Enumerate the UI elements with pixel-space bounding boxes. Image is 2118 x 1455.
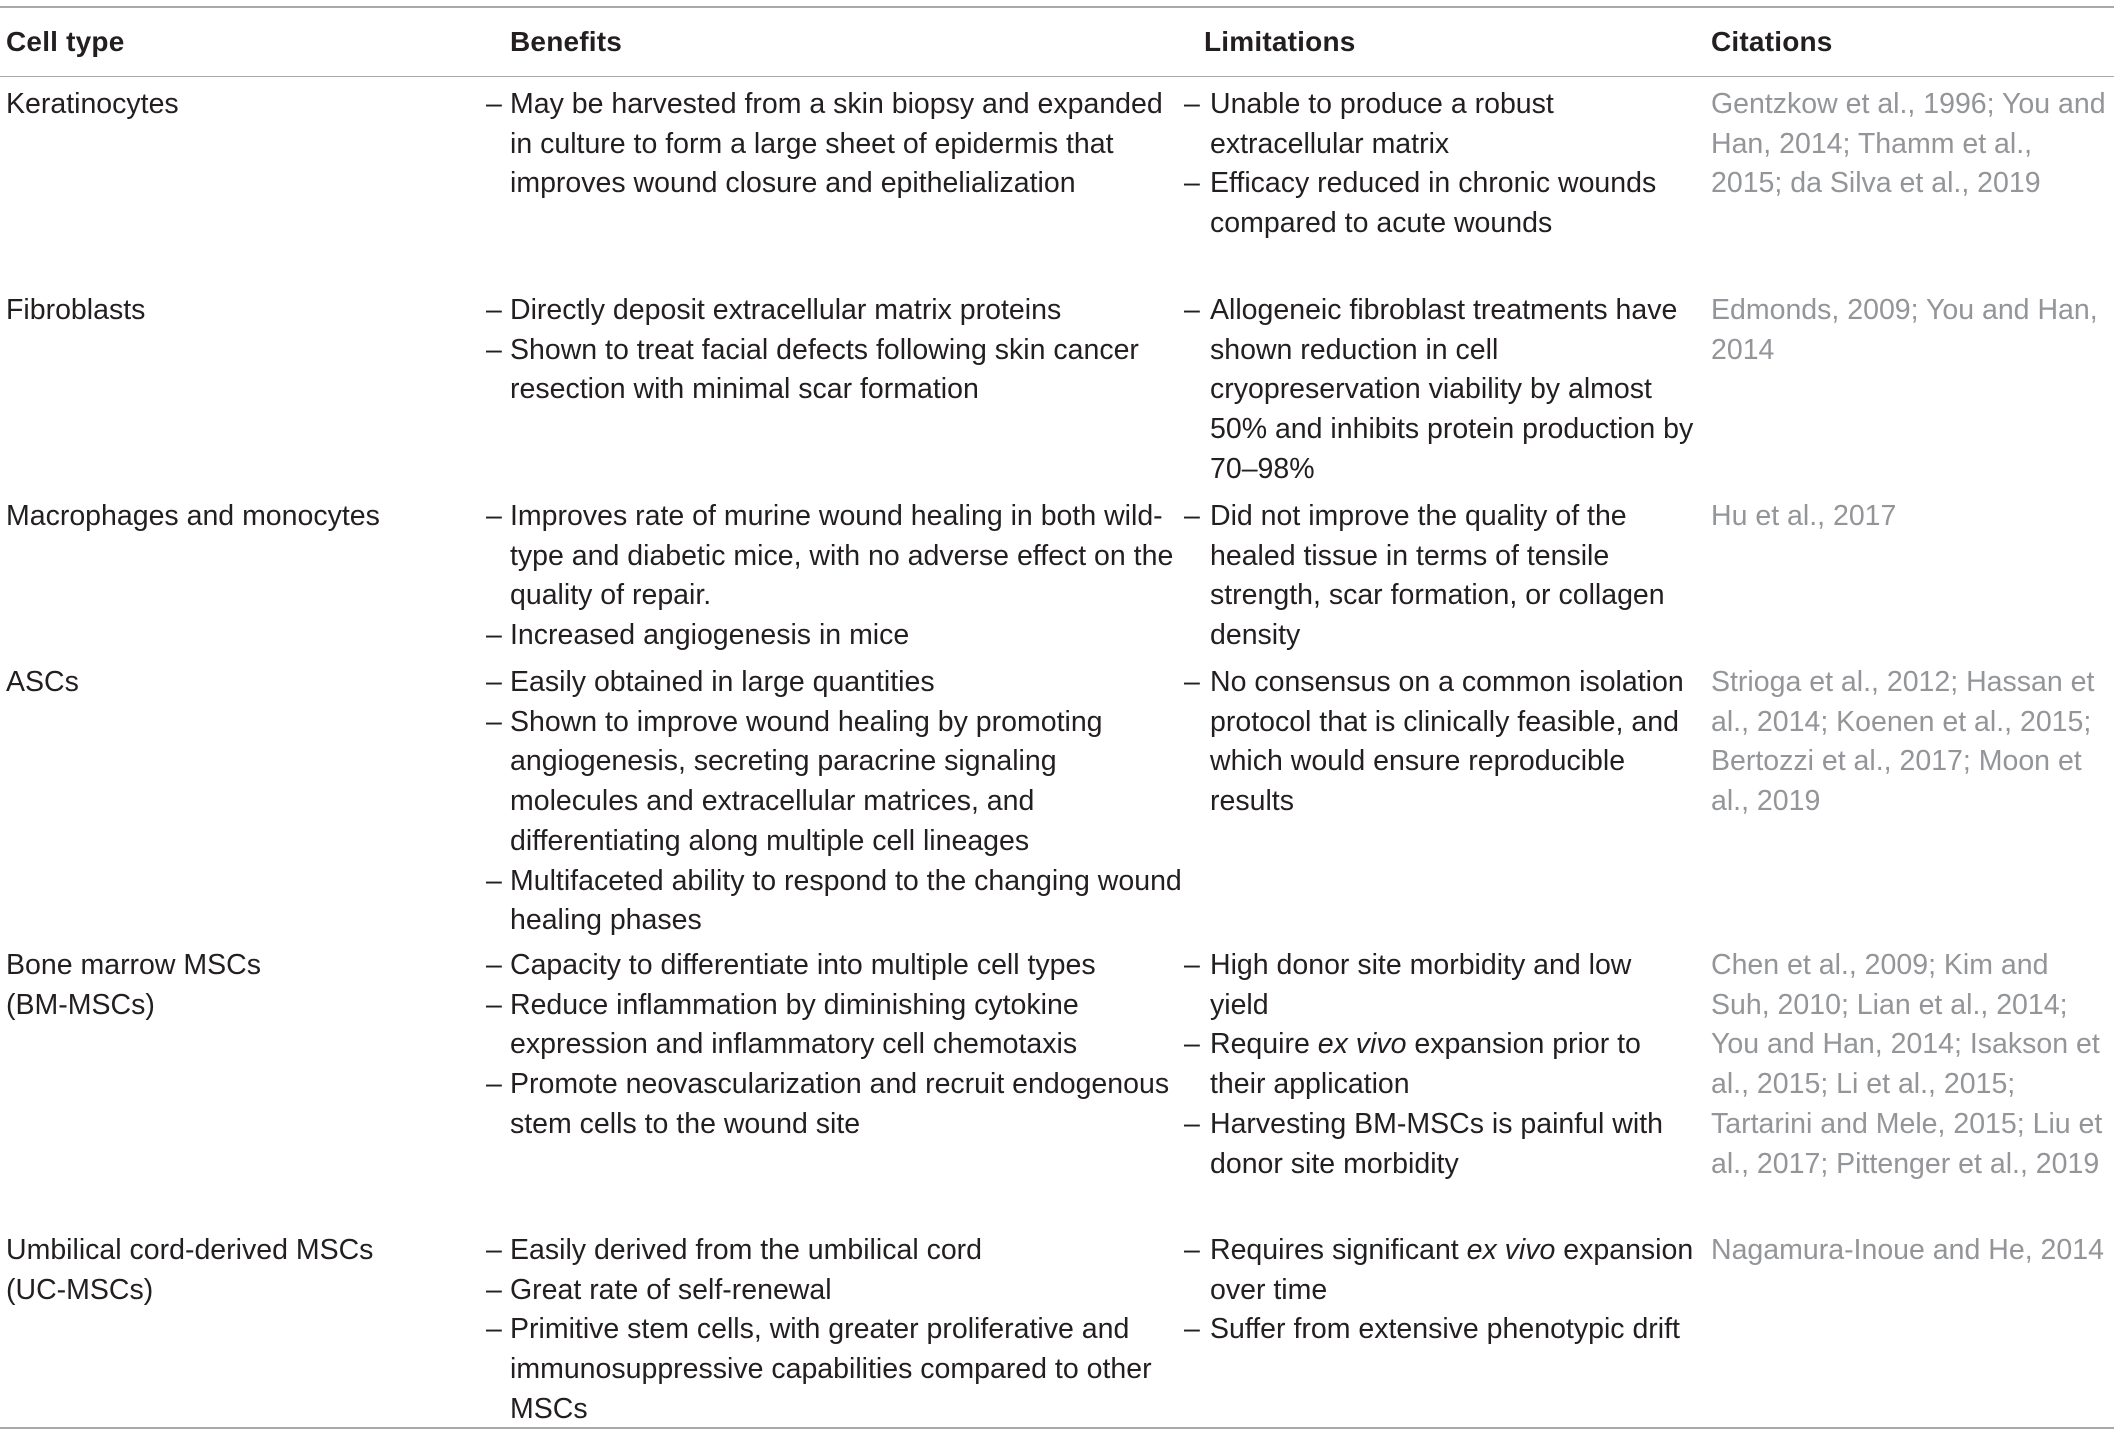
cell-type: Fibroblasts: [6, 294, 146, 326]
limitation-item: – Allogeneic fibroblast treatments have shown reduction in cell cryopreservation viability by almost 50% and inhibits protein production by 70–98%: [1184, 291, 1697, 490]
benefit-item: – Shown to improve wound healing by promoting angiogenesis, secreting paracrine signaling molecules and extracellular matrices, and differentiating along multiple cell lineages: [486, 703, 1190, 862]
cell-type: ASCs: [6, 666, 79, 698]
benefit-item: – Improves rate of murine wound healing in both wild-type and diabetic mice, with no adverse effect on the quality of repair.: [486, 497, 1190, 616]
benefit-item: – Capacity to differentiate into multiple cell types: [486, 946, 1190, 986]
limitations-cell: [1190, 283, 1697, 490]
benefit-item: – Easily obtained in large quantities: [486, 663, 1190, 703]
limitation-item: – Harvesting BM-MSCs is painful with donor site morbidity: [1184, 1105, 1697, 1184]
cell-type: Macrophages and monocytes: [6, 500, 380, 532]
benefit-item: – Easily derived from the umbilical cord: [486, 1231, 1190, 1271]
limitation-text: expansion over time: [1210, 1234, 1694, 1306]
citations-cell: Hu et al., 2017: [1711, 500, 1897, 532]
table-row: [0, 1223, 2114, 1427]
column-header-benefits: Benefits: [510, 26, 623, 57]
limitation-item: – High donor site morbidity and low yield: [1184, 946, 1697, 1025]
benefits-cell: [490, 1223, 1190, 1430]
cell-type: Keratinocytes: [6, 88, 179, 120]
benefit-item: – May be harvested from a skin biopsy and expanded in culture to form a large sheet of epidermis that improves wound closure and epithelialization: [486, 85, 1190, 204]
limitation-text: Requires significant: [1210, 1234, 1467, 1266]
citations-cell: Chen et al., 2009; Kim and Suh, 2010; Lian et al., 2014; You and Han, 2014; Isakson et al., 2015; Li et al., 2015; Tartarini and Mele, 2015; Liu et al., 2017; Pittenger et al., 2019: [1711, 949, 2103, 1180]
column-header-cell-type: Cell type: [6, 26, 125, 57]
cell-type: [0, 1223, 490, 1430]
table-row: [0, 655, 2114, 938]
benefits-cell: [490, 655, 1190, 941]
citations-cell: Strioga et al., 2012; Hassan et al., 2014; Koenen et al., 2015; Bertozzi et al., 2017; Moon et al., 2019: [1711, 666, 2095, 818]
limitation-item: – Did not improve the quality of the healed tissue in terms of tensile strength, scar formation, or collagen density: [1184, 497, 1697, 656]
cell-type-line: Umbilical cord-derived MSCs: [6, 1234, 374, 1266]
limitations-cell: [1190, 489, 1697, 656]
column-header-citations: Citations: [1711, 26, 1833, 57]
benefit-item: – Great rate of self-renewal: [486, 1271, 1190, 1311]
benefit-item: – Shown to treat facial defects following skin cancer resection with minimal scar formation: [486, 331, 1190, 410]
benefit-item: – Reduce inflammation by diminishing cytokine expression and inflammatory cell chemotaxis: [486, 986, 1190, 1065]
table-row: [0, 77, 2114, 283]
limitation-item: – No consensus on a common isolation protocol that is clinically feasible, and which would ensure reproducible results: [1184, 663, 1697, 822]
benefit-item: – Directly deposit extracellular matrix proteins: [486, 291, 1190, 331]
benefits-cell: [490, 77, 1190, 283]
limitations-cell: [1190, 77, 1697, 283]
table-header-row: [0, 8, 2114, 76]
benefit-item: – Promote neovascularization and recruit endogenous stem cells to the wound site: [486, 1065, 1190, 1144]
limitation-item: – Suffer from extensive phenotypic drift: [1184, 1310, 1697, 1350]
data-table: [0, 6, 2114, 1429]
citations-cell: Gentzkow et al., 1996; You and Han, 2014; Thamm et al., 2015; da Silva et al., 2019: [1711, 88, 2106, 200]
cell-type-line: Bone marrow MSCs: [6, 949, 261, 981]
limitation-item: [1184, 1025, 1697, 1104]
benefits-cell: [490, 283, 1190, 490]
limitation-item: – Unable to produce a robust extracellular matrix: [1184, 85, 1697, 164]
limitation-text: expansion prior to their application: [1210, 1028, 1641, 1101]
limitation-item: [1184, 1231, 1697, 1310]
cell-type: [0, 938, 490, 1223]
table-row: [0, 489, 2114, 655]
citations-cell: Nagamura-Inoue and He, 2014: [1711, 1234, 2104, 1266]
limitations-cell: [1190, 938, 1697, 1223]
benefits-cell: [490, 489, 1190, 656]
limitation-emphasis: ex vivo: [1317, 1028, 1407, 1061]
limitations-cell: [1190, 655, 1697, 941]
limitation-emphasis: ex vivo: [1466, 1234, 1556, 1266]
table-row: [0, 938, 2114, 1223]
benefit-item: – Multifaceted ability to respond to the changing wound healing phases: [486, 862, 1190, 941]
citations-cell: Edmonds, 2009; You and Han, 2014: [1711, 294, 2098, 366]
benefit-item: – Primitive stem cells, with greater proliferative and immunosuppressive capabilities compared to other MSCs: [486, 1310, 1190, 1429]
cell-type-abbreviation: (UC-MSCs): [6, 1273, 154, 1306]
benefits-cell: [490, 938, 1190, 1223]
column-header-limitations: Limitations: [1204, 26, 1356, 57]
limitation-text: Require: [1210, 1028, 1318, 1061]
limitations-cell: [1190, 1223, 1697, 1430]
table-row: [0, 283, 2114, 489]
cell-type-abbreviation: (BM-MSCs): [6, 988, 155, 1021]
benefit-item: – Increased angiogenesis in mice: [486, 616, 1190, 656]
limitation-item: – Efficacy reduced in chronic wounds compared to acute wounds: [1184, 164, 1697, 243]
